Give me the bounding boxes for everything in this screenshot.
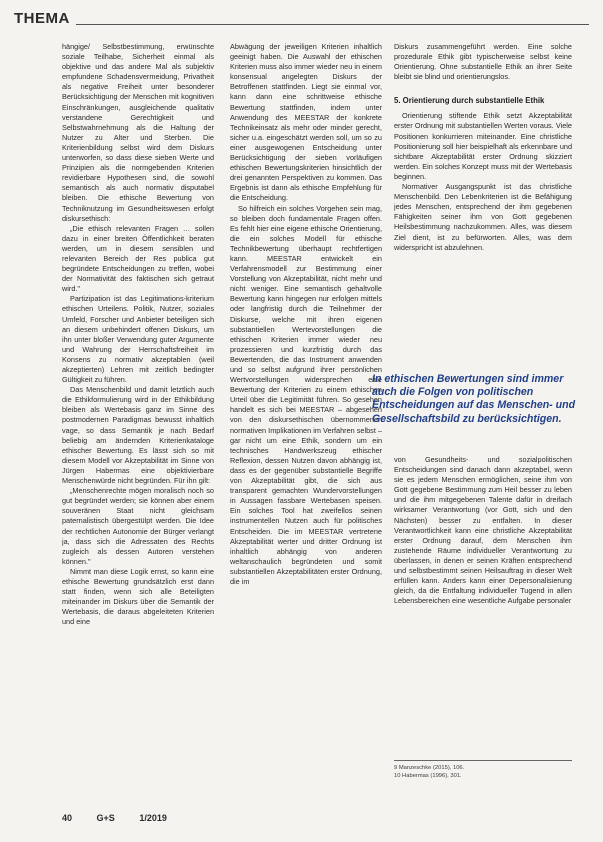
paragraph: Abwägung der jeweiligen Kriterien inhaltlich geeinigt haben. Die Auswahl der ethischen Kriterien muss also immer wieder neu in einem konsensual angelegten Diskurs der Betroffenen stattfinden. Liegt sie einmal vor, kann dann eine schrittweise ethische Bewertung stattfinden, indem unter Anwendung des MEESTAR der konkrete Technikeinsatz als mehr oder minder gerecht, sicher u.a. eingeschätzt werden soll, um so zu einer ausgewogenen Entscheidung unter Berücksichtigung der sieben vorläufigen ethischen Bewertungskriterien hinsichtlich der drei genannten Perspektiven zu kommen. Das Ergebnis ist dann als ethische Empfehlung für die Entscheidung. xyxy=(230,42,382,203)
paragraph: Nimmt man diese Logik ernst, so kann eine ethische Bewertung grundsätzlich erst dann statt finden, wenn sich alle Beteiligten miteinander im Diskurs über die Semantik der Wertebasis, die daraus abgeleiteten Kriterien und eine xyxy=(62,566,214,627)
magazine-name: G+S xyxy=(96,813,115,823)
footnote: 10 Habermas (1996), 301. xyxy=(394,773,462,779)
text-column-3-bottom xyxy=(394,455,572,755)
paragraph: Partizipation ist das Legitimations-kriterium ethischen Urteilens. Politik, Nutzer, soziales Umfeld, Forscher und Anbieter beteiligen sich an diesem unbehindert offenen Diskurs, um ihn unter bloßer Verwendung guter Argumente und Wahrung der Herrschaftsfreiheit im Konsens zu normativ akzeptablen (weil akzeptierten) Lehren mit zeitlich bedingter Gültigkeit zu führen. xyxy=(62,294,214,385)
paragraph: Das Menschenbild und damit letztlich auch die Ethikformulierung wird in der Ethikbildung bleiben als Wertebasis ganz im Sinne des postmodernen Paradigmas bewusst inhaltlich vage, so dass Semantik je nach Bedarf beliebig am ändernden Kriterienkataloge ethischer Bewertung. Es lässt sich so mit diesem Modell vor Akzeptabilität im Sinne von Jürgen Habermas eine objektivierbare Menschenwürde nicht begründen. Für ihn gilt: xyxy=(62,385,214,486)
footnotes xyxy=(394,760,572,780)
section-heading: 5. Orientierung durch substantielle Ethik xyxy=(394,96,545,106)
paragraph: von Gesundheits- und sozialpolitischen Entscheidungen sind danach dann akzeptabel, wenn sie es jedem Menschen ermöglichen, seine ihm von Gott gegebene Bestimmung zum Heil besser zu leben und die ihm mitgegebenen Talente dafür in dreifach wirksamer Verantwortung (vor Gott, sich und den Nächsten) besser zu entfalten. In dieser Verantwortlichkeit kann eine christliche Akzeptabilität erster Ordnung darauf, dem Menschen ihm zustehende Räume individueller Verantwortung zu überlassen, in denen er seinen Kräften entsprechend und selbstbestimmt seinen Heilsauftrag in dieser Welt erfüllen kann. Anders kann einer Depersonalisierung gleich, da die Entfaltung individueller Tugend in allen Lebensbereichen eine wesentliche Aufgabe personaler xyxy=(394,455,572,606)
paragraph: Diskurs zusammengeführt werden. Eine solche prozedurale Ethik gibt typischerweise selbst keine Orientierung. Ohne substantielle Ethik an ihrer Seite bleibt sie blind und orientierungslos. xyxy=(394,42,572,82)
paragraph: hängige/ Selbstbestimmung, erwünschte soziale Teilhabe, Sicherheit einmal als objektive und das andere Mal als subjektiv empfundene Schadensvermeidung, Privatheit als negative Freiheit unter besonderer Berücksichtigung der Menschen mit kognitiven Einschränkungen, ausgleichende qualitativ verstandene Gerechtigkeit und Selbstwahrnehmung als die Haltung der Nutzer zu Alter und Sterben. Die Kriterienbildung selbst wird dem Diskurs unterworfen, so dass diese sieben Werte und Prinzipien als die normgebenden Kriterien revidierbare Hypothesen sind, die sowohl semantisch als auch normativ disputabel bleiben. Die ethische Bewertung von Techniknutzung im Gesundheitswesen erfolgt diskursethisch: xyxy=(62,42,214,223)
quote-paragraph: „Die ethisch relevanten Fragen … sollen dazu in einer breiten Öffentlichkeit beraten werden, um in diesem sensiblen und relevanten Bereich der Res publica gut begründete Entscheidungen zu treffen, wobei der Normativität des faktischen sich getraut wird." xyxy=(62,223,214,294)
paragraph: Normativer Ausgangspunkt ist das christliche Menschenbild. Den Lebenkriterien ist die Befähigung jedes Menschen, entsprechend der ihm gegebenen Fähigkeiten seiner ihm von Gott gegebenen Heilsbestimmung nachzukommen. Alles, was diesem Ziel dient, ist zu befürworten. Alles, was dem widerspricht ist abzulehnen. xyxy=(394,182,572,252)
page-footer xyxy=(62,813,262,827)
text-column-2 xyxy=(230,42,382,802)
page-number: 40 xyxy=(62,813,73,823)
pull-quote: In ethischen Bewertungen sind immer auch die Folgen von politischen Entscheidungen auf das Menschen- und Gesellschaftsbild zu berücksichtigen. xyxy=(372,373,576,425)
quote-paragraph: „Menschenrechte mögen moralisch noch so gut begründet werden; sie können aber einem souveränen Staat nicht gleichsam paternalistisch übergestülpt werden. Die Idee der rechtlichen Autonomie der Bürger verlangt ja, dass sich die Adressaten des Rechts zugleich als dessen Autoren verstehen können." xyxy=(62,486,214,566)
section-title: THEMA xyxy=(14,10,70,27)
page-header xyxy=(14,10,589,32)
paragraph: So hilfreich ein solches Vorgehen sein mag, so bleiben doch fundamentale Fragen offen. Es fehlt hier eine eigene ethische Orientierung, die ein solches Modell für ethische Technikbewertung überhaupt rechtfertigen kann. MEESTAR entwickelt ein Verfahrensmodell zur Bestimmung einer Vorstellung von Akzeptabilität, nicht mehr und nicht weniger. Eine semantisch gehaltvolle Bewertung kann hingegen nur erfolgen mittels oder langfristig durch die Teilnehmer der Diskurse, welche mit ihren eigenen substantiellen Wertevorstellungen die ethischen Kriterien immer wieder neu prozessieren und kurzfristig durch das Bewertenden, die das Instrument anwenden und so selbst aufgrund ihrer persönlichen Wertvorstellungen widersprechen eine Bewertung der Kriterien zu einem ethischen Urteil über die Legitimität führen. So gesehen handelt es sich bei MEESTAR – abgesehen von den diskursethischen übernommenen normativen Implikationen im Verfahren selbst – gar nicht um eine Ethik, sondern um ein technisches Handwerkszeug ethischer Reflexion, dessen Nutzen davon abhängig ist, dass es der gegenüber substantielle Begriffe von Akzeptabilität gibt, die sich aus transparent gemachten Wundervorstellungen in Aussagen fassbare Wertebasen speisen. Ein solches Tool hat zweifellos seinen instrumentellen Nutzen auch für politisches Entscheiden. Die im MEESTAR vertretene Akzeptabilität werter und dritter Ordnung ist inhaltlich abhängig von anderen weltanschaulich begründeten und somit substantiellen Akzeptabilitäten erster Ordnung, die im xyxy=(230,203,382,586)
footnote: 9 Manzeschke (2015), 106. xyxy=(394,765,465,771)
header-rule xyxy=(76,24,589,25)
paragraph: Orientierung stiftende Ethik setzt Akzeptabilität erster Ordnung mit substantiellen Werten voraus. Viele Positionen konkurrieren miteinander. Eine christliche Positionierung soll hier beispielhaft als erkennbare und sichtbare Akzeptabilität erster Ordnung skizziert werden. Ein solches Konzept muss mit der Wertebasis beginnen. xyxy=(394,111,572,181)
issue-number: 1/2019 xyxy=(139,813,167,823)
text-column-3-top xyxy=(394,42,572,357)
text-column-1 xyxy=(62,42,214,802)
